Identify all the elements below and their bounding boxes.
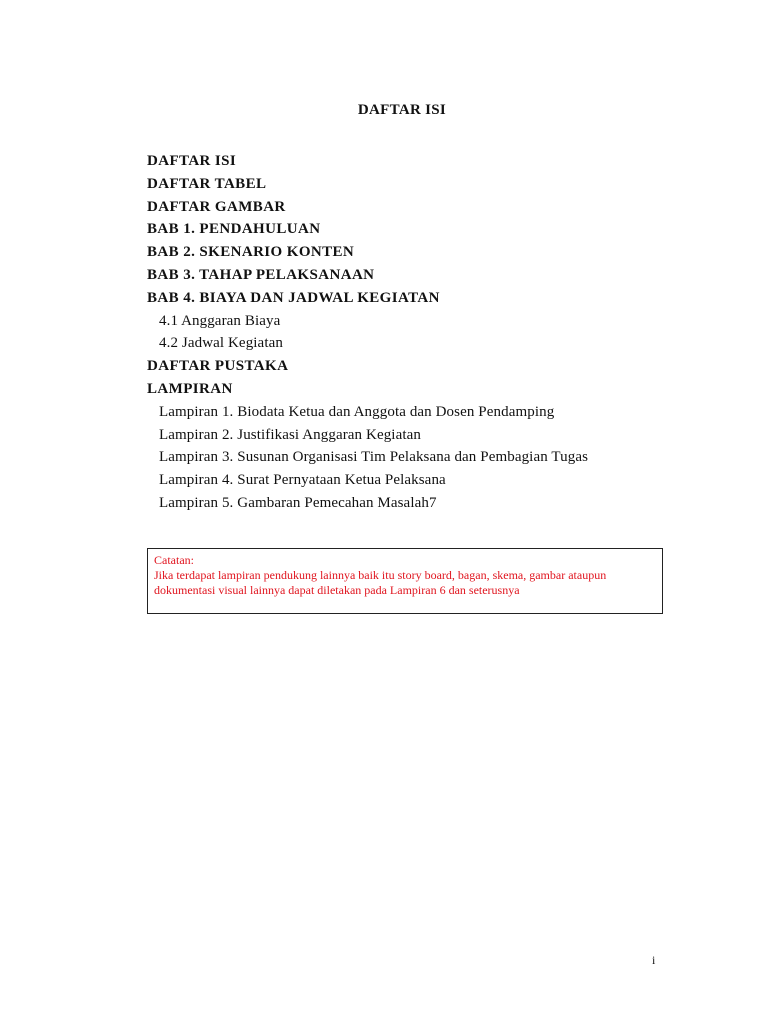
page-number: i — [652, 953, 656, 967]
toc-item-bab-2: BAB 2. SKENARIO KONTEN — [147, 244, 355, 261]
toc-item-bab-3: BAB 3. TAHAP PELAKSANAAN — [147, 266, 375, 283]
toc-subitem-lampiran-2: Lampiran 2. Justifikasi Anggaran Kegiatan — [159, 426, 421, 443]
toc-item-lampiran: LAMPIRAN — [147, 380, 233, 397]
toc-item-bab-1: BAB 1. PENDAHULUAN — [147, 221, 321, 238]
toc-subitem-lampiran-3: Lampiran 3. Susunan Organisasi Tim Pelaksana dan Pembagian Tugas — [159, 449, 589, 466]
toc-item-daftar-isi: DAFTAR ISI — [147, 153, 237, 169]
toc-subitem-lampiran-4: Lampiran 4. Surat Pernyataan Ketua Pelaksana — [159, 472, 446, 489]
toc-item-daftar-gambar: DAFTAR GAMBAR — [147, 198, 286, 215]
toc-item-daftar-pustaka: DAFTAR PUSTAKA — [147, 358, 289, 375]
note-box — [147, 548, 663, 614]
note-line-2: dokumentasi visual lainnya dapat diletakan pada Lampiran 6 dan seterusnya — [154, 583, 520, 597]
toc-subitem-lampiran-5: Lampiran 5. Gambaran Pemecahan Masalah7 — [159, 494, 437, 511]
page-title: DAFTAR ISI — [357, 102, 447, 118]
toc-item-daftar-tabel: DAFTAR TABEL — [147, 175, 267, 192]
toc-subitem-4-2: 4.2 Jadwal Kegiatan — [159, 335, 283, 352]
table-of-contents — [147, 150, 707, 515]
toc-item-bab-4: BAB 4. BIAYA DAN JADWAL KEGIATAN — [147, 289, 440, 306]
toc-subitem-4-1: 4.1 Anggaran Biaya — [159, 312, 281, 329]
note-heading: Catatan: — [154, 553, 194, 567]
note-line-1: Jika terdapat lampiran pendukung lainnya baik itu story board, bagan, skema, gambar ataupun — [154, 568, 607, 582]
toc-subitem-lampiran-1: Lampiran 1. Biodata Ketua dan Anggota dan Dosen Pendamping — [159, 403, 555, 420]
